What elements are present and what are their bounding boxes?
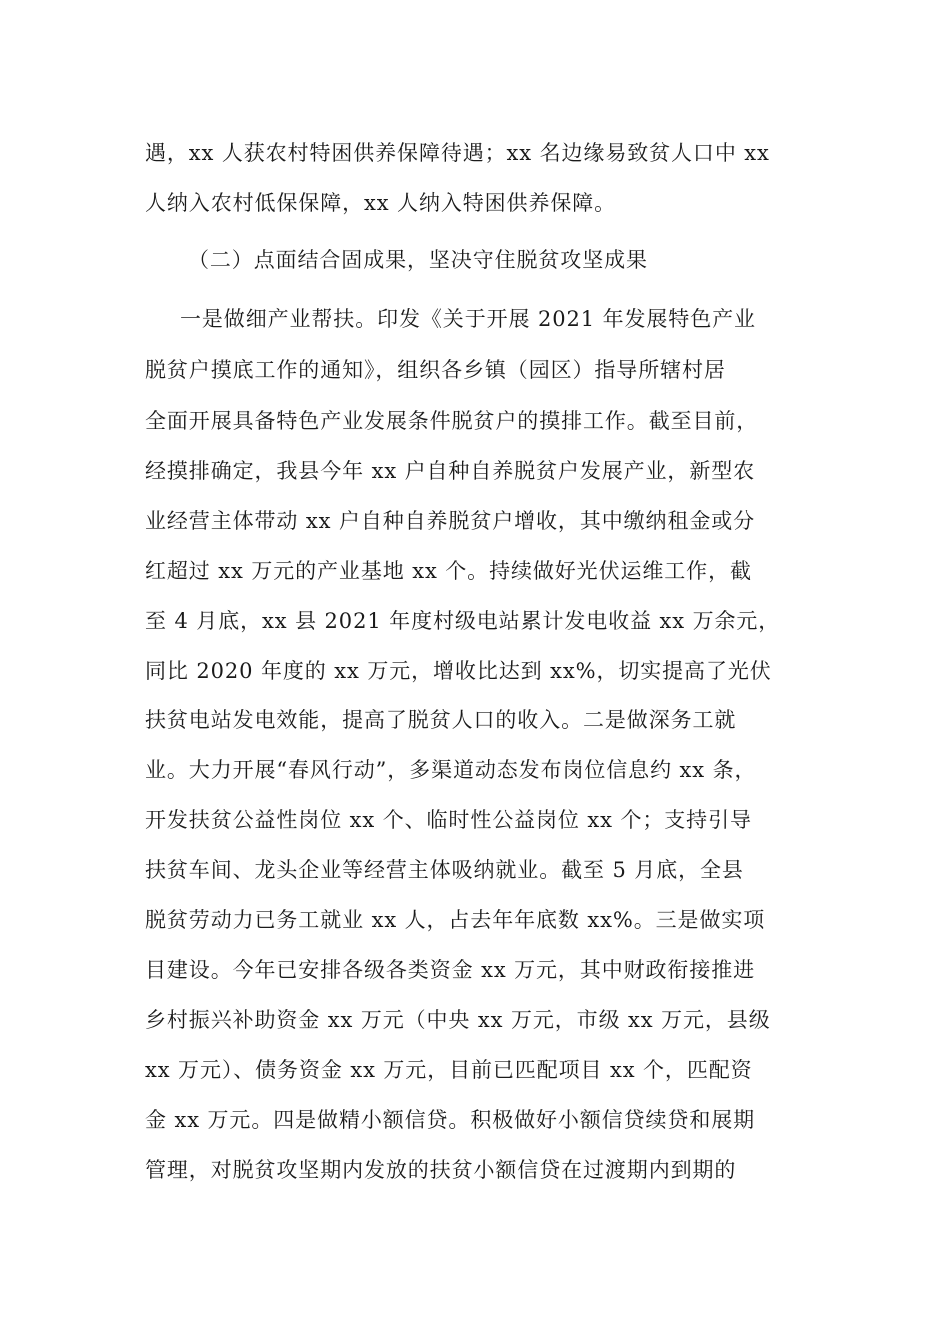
paragraph-line: 同比 2020 年度的 xx 万元，增收比达到 xx%，切实提高了光伏 [145, 659, 772, 683]
paragraph-line: 经摸排确定，我县今年 xx 户自种自养脱贫户发展产业，新型农 [145, 459, 756, 483]
paragraph-line: 至 4 月底，xx 县 2021 年度村级电站累计发电收益 xx 万余元， [145, 609, 781, 633]
paragraph-line: 管理，对脱贫攻坚期内发放的扶贫小额信贷在过渡期内到期的 [145, 1158, 737, 1182]
paragraph-line: 人纳入农村低保保障，xx 人纳入特困供养保障。 [145, 191, 617, 215]
paragraph-line: 脱贫户摸底工作的通知》，组织各乡镇（园区）指导所辖村居 [145, 358, 726, 382]
paragraph-line: 扶贫车间、龙头企业等经营主体吸纳就业。截至 5 月底，全县 [145, 858, 744, 882]
paragraph-line: 全面开展具备特色产业发展条件脱贫户的摸排工作。截至目前， [145, 409, 759, 433]
paragraph-line: 扶贫电站发电效能，提高了脱贫人口的收入。二是做深务工就 [145, 708, 737, 732]
paragraph-line: 业。大力开展“春风行动”，多渠道动态发布岗位信息约 xx 条， [145, 758, 757, 782]
paragraph-line: 开发扶贫公益性岗位 xx 个、临时性公益岗位 xx 个；支持引导 [145, 808, 752, 832]
paragraph-line: 目建设。今年已安排各级各类资金 xx 万元，其中财政衔接推进 [145, 958, 756, 982]
paragraph-line: 业经营主体带动 xx 户自种自养脱贫户增收，其中缴纳租金或分 [145, 509, 756, 533]
paragraph-line: 一是做细产业帮扶。印发《关于开展 2021 年发展特色产业 [180, 307, 756, 331]
paragraph-line: 金 xx 万元。四是做精小额信贷。积极做好小额信贷续贷和展期 [145, 1108, 756, 1132]
paragraph-line: 乡村振兴补助资金 xx 万元（中央 xx 万元，市级 xx 万元，县级 [145, 1008, 771, 1032]
section-heading: （二）点面结合固成果，坚决守住脱贫攻坚成果 [188, 248, 648, 272]
paragraph-line: 红超过 xx 万元的产业基地 xx 个。持续做好光伏运维工作，截 [145, 559, 752, 583]
paragraph-line: 遇，xx 人获农村特困供养保障待遇；xx 名边缘易致贫人口中 xx [145, 141, 770, 165]
paragraph-line: 脱贫劳动力已务工就业 xx 人，占去年年底数 xx%。三是做实项 [145, 908, 766, 932]
paragraph-line: xx 万元）、债务资金 xx 万元，目前已匹配项目 xx 个，匹配资 [145, 1058, 753, 1082]
